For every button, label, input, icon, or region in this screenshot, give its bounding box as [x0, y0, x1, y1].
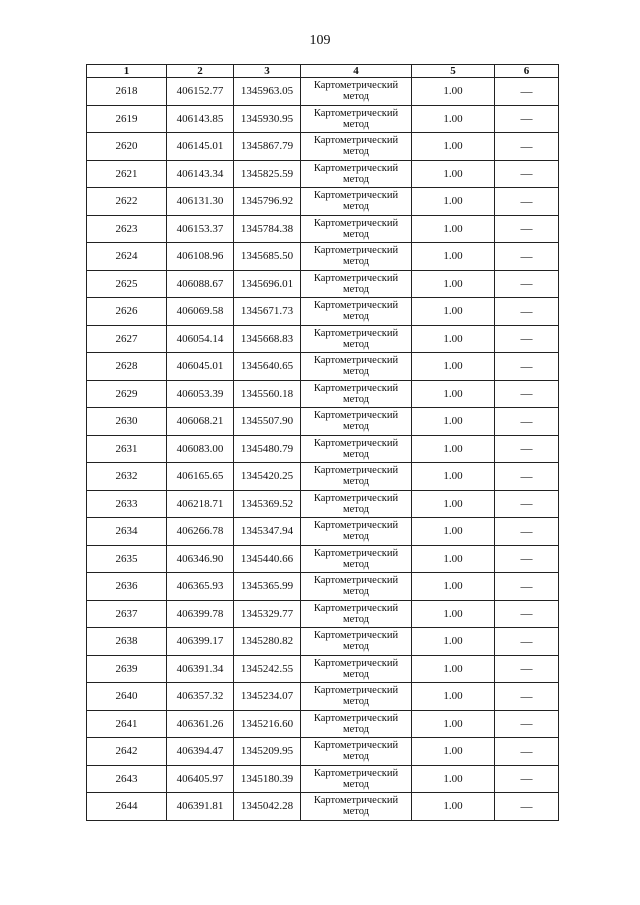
x-coordinate-cell: 406361.26 [167, 710, 234, 738]
method-cell: Картометрический метод [301, 408, 412, 436]
x-coordinate-cell: 406394.47 [167, 738, 234, 766]
column-header: 5 [412, 65, 495, 78]
note-cell: — [495, 298, 559, 326]
column-header: 4 [301, 65, 412, 78]
table-row [87, 738, 559, 766]
y-coordinate-cell: 1345685.50 [234, 243, 301, 271]
table-row [87, 518, 559, 546]
note-cell: — [495, 738, 559, 766]
note-cell: — [495, 133, 559, 161]
note-cell: — [495, 793, 559, 821]
point-number-cell: 2626 [87, 298, 167, 326]
x-coordinate-cell: 406153.37 [167, 215, 234, 243]
column-header: 1 [87, 65, 167, 78]
note-cell: — [495, 380, 559, 408]
point-number-cell: 2641 [87, 710, 167, 738]
point-number-cell: 2630 [87, 408, 167, 436]
note-cell: — [495, 765, 559, 793]
method-cell: Картометрический метод [301, 545, 412, 573]
method-cell: Картометрический метод [301, 793, 412, 821]
point-number-cell: 2640 [87, 683, 167, 711]
accuracy-cell: 1.00 [412, 710, 495, 738]
method-cell: Картометрический метод [301, 160, 412, 188]
note-cell: — [495, 490, 559, 518]
accuracy-cell: 1.00 [412, 793, 495, 821]
note-cell: — [495, 243, 559, 271]
point-number-cell: 2642 [87, 738, 167, 766]
method-cell: Картометрический метод [301, 435, 412, 463]
accuracy-cell: 1.00 [412, 463, 495, 491]
accuracy-cell: 1.00 [412, 78, 495, 106]
method-cell: Картометрический метод [301, 188, 412, 216]
accuracy-cell: 1.00 [412, 545, 495, 573]
table-row [87, 408, 559, 436]
x-coordinate-cell: 406399.17 [167, 628, 234, 656]
y-coordinate-cell: 1345234.07 [234, 683, 301, 711]
method-cell: Картометрический метод [301, 380, 412, 408]
column-header: 3 [234, 65, 301, 78]
y-coordinate-cell: 1345825.59 [234, 160, 301, 188]
accuracy-cell: 1.00 [412, 683, 495, 711]
accuracy-cell: 1.00 [412, 408, 495, 436]
point-number-cell: 2621 [87, 160, 167, 188]
y-coordinate-cell: 1345668.83 [234, 325, 301, 353]
table-row [87, 380, 559, 408]
note-cell: — [495, 78, 559, 106]
note-cell: — [495, 628, 559, 656]
method-cell: Картометрический метод [301, 628, 412, 656]
y-coordinate-cell: 1345365.99 [234, 573, 301, 601]
point-number-cell: 2618 [87, 78, 167, 106]
table-row [87, 435, 559, 463]
accuracy-cell: 1.00 [412, 600, 495, 628]
point-number-cell: 2620 [87, 133, 167, 161]
point-number-cell: 2632 [87, 463, 167, 491]
method-cell: Картометрический метод [301, 518, 412, 546]
y-coordinate-cell: 1345696.01 [234, 270, 301, 298]
y-coordinate-cell: 1345180.39 [234, 765, 301, 793]
point-number-cell: 2622 [87, 188, 167, 216]
note-cell: — [495, 683, 559, 711]
x-coordinate-cell: 406405.97 [167, 765, 234, 793]
method-cell: Картометрический метод [301, 710, 412, 738]
accuracy-cell: 1.00 [412, 160, 495, 188]
accuracy-cell: 1.00 [412, 270, 495, 298]
table-row [87, 490, 559, 518]
y-coordinate-cell: 1345369.52 [234, 490, 301, 518]
accuracy-cell: 1.00 [412, 518, 495, 546]
method-cell: Картометрический метод [301, 215, 412, 243]
y-coordinate-cell: 1345209.95 [234, 738, 301, 766]
point-number-cell: 2636 [87, 573, 167, 601]
accuracy-cell: 1.00 [412, 133, 495, 161]
y-coordinate-cell: 1345671.73 [234, 298, 301, 326]
table-row [87, 133, 559, 161]
note-cell: — [495, 463, 559, 491]
point-number-cell: 2624 [87, 243, 167, 271]
table-row [87, 78, 559, 106]
y-coordinate-cell: 1345347.94 [234, 518, 301, 546]
point-number-cell: 2639 [87, 655, 167, 683]
y-coordinate-cell: 1345640.65 [234, 353, 301, 381]
method-cell: Картометрический метод [301, 655, 412, 683]
y-coordinate-cell: 1345420.25 [234, 463, 301, 491]
note-cell: — [495, 160, 559, 188]
x-coordinate-cell: 406346.90 [167, 545, 234, 573]
x-coordinate-cell: 406068.21 [167, 408, 234, 436]
point-number-cell: 2633 [87, 490, 167, 518]
column-header: 6 [495, 65, 559, 78]
x-coordinate-cell: 406088.67 [167, 270, 234, 298]
note-cell: — [495, 518, 559, 546]
method-cell: Картометрический метод [301, 243, 412, 271]
x-coordinate-cell: 406391.34 [167, 655, 234, 683]
point-number-cell: 2631 [87, 435, 167, 463]
accuracy-cell: 1.00 [412, 298, 495, 326]
coordinates-table [86, 64, 559, 821]
table-row [87, 600, 559, 628]
accuracy-cell: 1.00 [412, 573, 495, 601]
point-number-cell: 2638 [87, 628, 167, 656]
x-coordinate-cell: 406131.30 [167, 188, 234, 216]
note-cell: — [495, 105, 559, 133]
point-number-cell: 2644 [87, 793, 167, 821]
x-coordinate-cell: 406145.01 [167, 133, 234, 161]
note-cell: — [495, 188, 559, 216]
point-number-cell: 2625 [87, 270, 167, 298]
method-cell: Картометрический метод [301, 298, 412, 326]
y-coordinate-cell: 1345784.38 [234, 215, 301, 243]
table-row [87, 655, 559, 683]
y-coordinate-cell: 1345216.60 [234, 710, 301, 738]
method-cell: Картометрический метод [301, 133, 412, 161]
table-row [87, 573, 559, 601]
note-cell: — [495, 215, 559, 243]
x-coordinate-cell: 406365.93 [167, 573, 234, 601]
table-row [87, 710, 559, 738]
method-cell: Картометрический метод [301, 600, 412, 628]
column-header: 2 [167, 65, 234, 78]
x-coordinate-cell: 406108.96 [167, 243, 234, 271]
method-cell: Картометрический метод [301, 325, 412, 353]
x-coordinate-cell: 406069.58 [167, 298, 234, 326]
note-cell: — [495, 270, 559, 298]
method-cell: Картометрический метод [301, 270, 412, 298]
x-coordinate-cell: 406143.85 [167, 105, 234, 133]
point-number-cell: 2619 [87, 105, 167, 133]
y-coordinate-cell: 1345560.18 [234, 380, 301, 408]
y-coordinate-cell: 1345329.77 [234, 600, 301, 628]
y-coordinate-cell: 1345963.05 [234, 78, 301, 106]
table-row [87, 683, 559, 711]
method-cell: Картометрический метод [301, 765, 412, 793]
accuracy-cell: 1.00 [412, 188, 495, 216]
table-row [87, 793, 559, 821]
point-number-cell: 2629 [87, 380, 167, 408]
table-row [87, 298, 559, 326]
table-body [87, 78, 559, 821]
table-row [87, 188, 559, 216]
y-coordinate-cell: 1345507.90 [234, 408, 301, 436]
x-coordinate-cell: 406152.77 [167, 78, 234, 106]
point-number-cell: 2627 [87, 325, 167, 353]
x-coordinate-cell: 406266.78 [167, 518, 234, 546]
x-coordinate-cell: 406391.81 [167, 793, 234, 821]
accuracy-cell: 1.00 [412, 243, 495, 271]
note-cell: — [495, 353, 559, 381]
note-cell: — [495, 408, 559, 436]
method-cell: Картометрический метод [301, 78, 412, 106]
y-coordinate-cell: 1345930.95 [234, 105, 301, 133]
point-number-cell: 2637 [87, 600, 167, 628]
table-row [87, 463, 559, 491]
accuracy-cell: 1.00 [412, 380, 495, 408]
note-cell: — [495, 710, 559, 738]
note-cell: — [495, 435, 559, 463]
table-row [87, 215, 559, 243]
y-coordinate-cell: 1345867.79 [234, 133, 301, 161]
method-cell: Картометрический метод [301, 738, 412, 766]
point-number-cell: 2623 [87, 215, 167, 243]
page-number: 109 [309, 33, 331, 48]
table-row [87, 545, 559, 573]
point-number-cell: 2635 [87, 545, 167, 573]
note-cell: — [495, 545, 559, 573]
x-coordinate-cell: 406053.39 [167, 380, 234, 408]
table-row [87, 160, 559, 188]
accuracy-cell: 1.00 [412, 628, 495, 656]
table-row [87, 243, 559, 271]
note-cell: — [495, 600, 559, 628]
accuracy-cell: 1.00 [412, 655, 495, 683]
method-cell: Картометрический метод [301, 463, 412, 491]
accuracy-cell: 1.00 [412, 325, 495, 353]
table-row [87, 325, 559, 353]
accuracy-cell: 1.00 [412, 215, 495, 243]
x-coordinate-cell: 406045.01 [167, 353, 234, 381]
table-row [87, 270, 559, 298]
method-cell: Картометрический метод [301, 353, 412, 381]
x-coordinate-cell: 406218.71 [167, 490, 234, 518]
accuracy-cell: 1.00 [412, 435, 495, 463]
note-cell: — [495, 325, 559, 353]
note-cell: — [495, 655, 559, 683]
x-coordinate-cell: 406143.34 [167, 160, 234, 188]
x-coordinate-cell: 406357.32 [167, 683, 234, 711]
method-cell: Картометрический метод [301, 683, 412, 711]
method-cell: Картометрический метод [301, 573, 412, 601]
point-number-cell: 2628 [87, 353, 167, 381]
method-cell: Картометрический метод [301, 490, 412, 518]
table-row [87, 765, 559, 793]
y-coordinate-cell: 1345440.66 [234, 545, 301, 573]
y-coordinate-cell: 1345042.28 [234, 793, 301, 821]
x-coordinate-cell: 406165.65 [167, 463, 234, 491]
x-coordinate-cell: 406083.00 [167, 435, 234, 463]
accuracy-cell: 1.00 [412, 353, 495, 381]
note-cell: — [495, 573, 559, 601]
y-coordinate-cell: 1345796.92 [234, 188, 301, 216]
table-row [87, 628, 559, 656]
x-coordinate-cell: 406054.14 [167, 325, 234, 353]
table-row [87, 353, 559, 381]
point-number-cell: 2643 [87, 765, 167, 793]
accuracy-cell: 1.00 [412, 105, 495, 133]
y-coordinate-cell: 1345480.79 [234, 435, 301, 463]
x-coordinate-cell: 406399.78 [167, 600, 234, 628]
table-row [87, 105, 559, 133]
accuracy-cell: 1.00 [412, 490, 495, 518]
table-header-row [87, 65, 559, 78]
accuracy-cell: 1.00 [412, 738, 495, 766]
method-cell: Картометрический метод [301, 105, 412, 133]
y-coordinate-cell: 1345242.55 [234, 655, 301, 683]
y-coordinate-cell: 1345280.82 [234, 628, 301, 656]
point-number-cell: 2634 [87, 518, 167, 546]
accuracy-cell: 1.00 [412, 765, 495, 793]
